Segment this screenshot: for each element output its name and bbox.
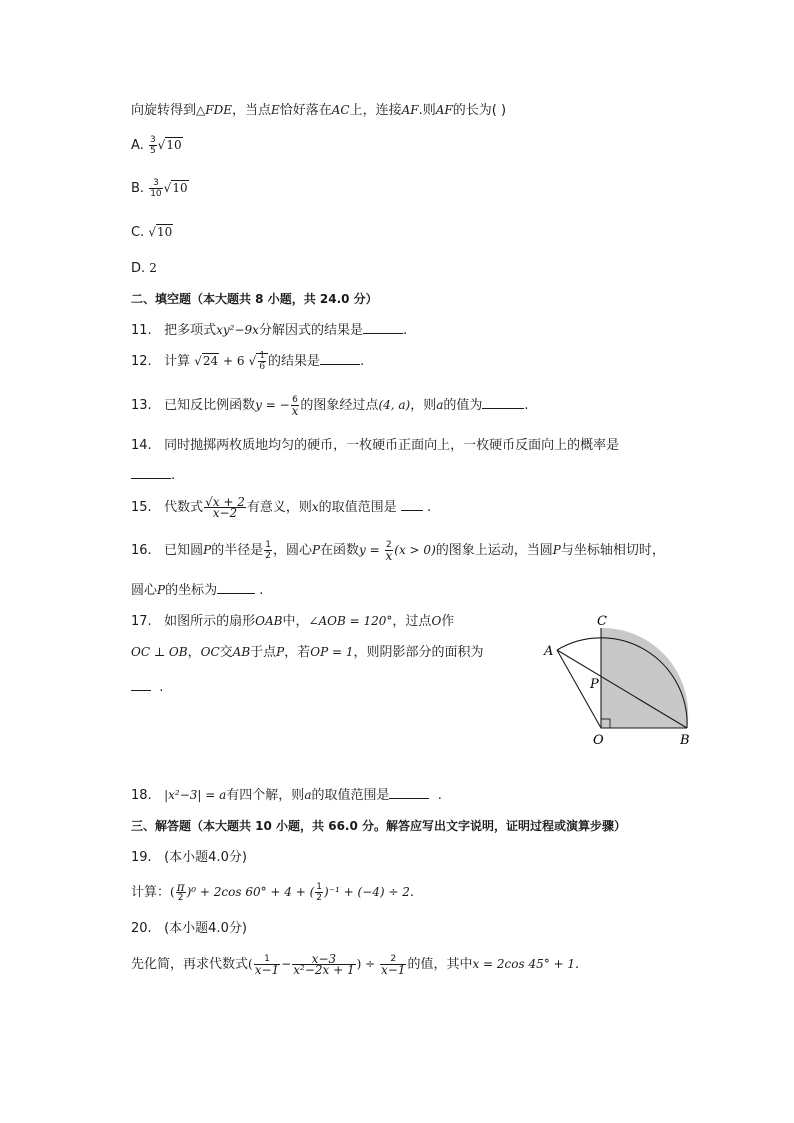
question-13: [131, 395, 529, 416]
math: a: [436, 398, 444, 412]
text: 的长为( ): [452, 103, 507, 118]
denominator: 2: [265, 551, 271, 561]
text: 的值为: [443, 398, 483, 413]
numerator: π: [176, 880, 185, 894]
text: 与坐标轴相切时，: [560, 543, 665, 558]
text: 的图象上运动，当圆: [435, 543, 553, 558]
numerator: x−3: [311, 952, 337, 966]
math: x: [311, 500, 319, 514]
math: |x²−3| =: [164, 788, 220, 802]
text: .: [437, 788, 442, 803]
math: OP = 1: [310, 645, 354, 659]
text: .: [426, 500, 432, 515]
math: P: [552, 543, 561, 557]
fraction: [264, 540, 272, 561]
question-20-body: [131, 954, 579, 975]
math: O: [431, 614, 442, 628]
label-a: A: [544, 644, 554, 659]
text: 于点: [250, 645, 277, 660]
question-18: [131, 786, 442, 805]
fraction: [292, 954, 355, 975]
option-label: D.: [131, 261, 146, 276]
numerator: 3: [153, 178, 159, 188]
text: 分解因式的结果是: [258, 323, 363, 338]
answer-blank[interactable]: [363, 321, 403, 334]
question-16: [131, 540, 665, 561]
math: AB: [232, 645, 251, 659]
section-heading-solutions: 三、解答题（本大题共 10 小题，共 66.0 分。解答应写出文字说明，证明过程或演算步骤）: [131, 819, 627, 833]
text: ，当点: [231, 103, 271, 118]
math: P: [203, 543, 212, 557]
radicand: 10: [157, 225, 173, 239]
math: ) ÷: [356, 957, 379, 971]
text: 计算：: [131, 885, 171, 900]
math: (: [170, 885, 175, 899]
question-19-body: [131, 882, 414, 903]
math: ∠AOB = 120°: [308, 614, 393, 628]
question-number: 12.: [131, 354, 152, 369]
math: E: [270, 103, 280, 117]
denominator: 6: [259, 362, 266, 372]
numerator: 6: [292, 395, 298, 405]
fraction: [380, 954, 406, 975]
answer-blank[interactable]: [131, 678, 151, 691]
text: 已知反比例函数: [164, 398, 256, 413]
math: a: [219, 788, 227, 802]
text: .: [402, 323, 408, 338]
answer-blank[interactable]: [131, 466, 171, 479]
numerator: 1: [259, 351, 266, 361]
section-heading-fill-in: 二、填空题（本大题共 8 小题，共 24.0 分）: [131, 292, 378, 306]
text: 有意义，则: [246, 500, 312, 515]
math: P: [276, 645, 285, 659]
fraction: [254, 954, 280, 975]
label-c: C: [597, 614, 607, 629]
question-number: 16.: [131, 543, 152, 558]
math: AC: [331, 103, 350, 117]
answer-blank[interactable]: [217, 581, 255, 594]
sector-figure: [540, 612, 700, 752]
text: 如图所示的扇形: [164, 614, 256, 629]
math: AF: [401, 103, 419, 117]
option-label: B.: [131, 181, 145, 196]
math: (: [248, 957, 253, 971]
text: .: [159, 680, 164, 695]
option-d: [131, 259, 157, 278]
denominator: x²−2x + 1: [293, 963, 355, 977]
fraction: [149, 135, 157, 156]
text: .: [259, 583, 264, 598]
text: 的结果是: [268, 354, 321, 369]
text: .: [524, 398, 529, 413]
q10-continuation: [131, 101, 506, 120]
math: )⁰ + 2cos 60° + 4 + (: [186, 885, 315, 899]
label-o: O: [593, 733, 604, 748]
text: ，: [187, 645, 201, 660]
text: 作: [441, 614, 455, 629]
option-c: [131, 223, 173, 242]
text: 恰好落在: [279, 103, 332, 118]
text: ，过点: [392, 614, 432, 629]
math: −: [281, 957, 292, 971]
math: OC: [200, 645, 220, 659]
question-number: 18.: [131, 788, 152, 803]
text: 先化简，再求代数式: [131, 957, 249, 972]
label-p: P: [590, 677, 599, 692]
text: ，则: [410, 398, 437, 413]
option-a: [131, 135, 183, 156]
radicand: 10: [166, 138, 182, 152]
denominator: 2: [176, 892, 186, 903]
denominator: x: [385, 549, 393, 563]
text: 已知圆: [164, 543, 204, 558]
math: + 6: [219, 354, 245, 368]
denominator: 2: [316, 893, 323, 903]
question-17-line-2: [131, 643, 484, 662]
text: 的取值范围是: [318, 500, 397, 515]
radicand: 10: [172, 181, 188, 195]
sqrt: √10: [163, 181, 188, 195]
text: 向旋转得到: [131, 103, 197, 118]
question-number: 17.: [131, 614, 152, 629]
question-19-header: [131, 849, 247, 867]
text: .: [171, 468, 176, 483]
math: a: [304, 788, 312, 802]
math: AF: [435, 103, 453, 117]
question-number: 20.: [131, 921, 152, 936]
text: .: [575, 957, 580, 972]
numerator: 1: [264, 954, 270, 964]
option-b: [131, 178, 189, 199]
math: P: [311, 543, 321, 557]
numerator: 1: [265, 540, 271, 550]
text: 计算: [164, 354, 191, 369]
sqrt: √24: [194, 354, 219, 368]
option-value: 2: [149, 261, 157, 275]
denominator: x: [291, 404, 299, 418]
text: 代数式: [164, 500, 204, 515]
question-number: 11.: [131, 323, 152, 338]
denominator: x−1: [380, 963, 406, 977]
text: 交: [219, 645, 233, 660]
question-16-line-2: [131, 581, 263, 600]
fraction: [204, 497, 246, 518]
fraction: [149, 178, 162, 199]
text: .: [409, 885, 415, 900]
question-number: 19.: [131, 850, 152, 865]
text: ，圆心: [272, 543, 312, 558]
math: OAB: [255, 614, 283, 628]
option-label: A.: [131, 138, 144, 153]
question-20-header: [131, 920, 247, 938]
option-label: C.: [131, 225, 145, 240]
math: OC ⊥ OB: [131, 645, 188, 659]
denominator: 10: [150, 189, 162, 199]
math: xy²−9x: [216, 323, 259, 337]
question-11: [131, 321, 407, 340]
math: )⁻¹ + (−4) ÷ 2: [324, 885, 410, 899]
math: (4, a): [378, 398, 411, 412]
question-number: 15.: [131, 500, 152, 515]
text: 的坐标为: [165, 583, 218, 598]
math: △FDE: [196, 103, 232, 117]
text: .则: [418, 103, 436, 118]
sqrt: √10: [157, 138, 182, 152]
question-12: [131, 351, 364, 372]
text: ，若: [284, 645, 311, 660]
text: ，则阴影部分的面积为: [353, 645, 484, 660]
fraction: [315, 882, 323, 903]
text: 在函数: [320, 543, 360, 558]
answer-blank[interactable]: [401, 498, 423, 511]
answer-blank[interactable]: [320, 352, 360, 365]
numerator: 2: [390, 954, 397, 964]
question-number: 13.: [131, 398, 152, 413]
question-number: 14.: [131, 438, 152, 453]
text: 的值，其中: [407, 957, 473, 972]
math: P: [157, 583, 166, 597]
text: 同时抛掷两枚质地均匀的硬币，一枚硬币正面向上，一枚硬币反面向上的概率是: [164, 438, 620, 453]
sqrt: √10: [148, 225, 173, 239]
text: 有四个解，则: [226, 788, 305, 803]
fraction: [258, 351, 266, 372]
question-14-answer-line: [131, 466, 175, 485]
numerator: 2: [386, 540, 392, 550]
question-score: (本小题4.0分): [164, 850, 247, 865]
numerator: 1: [316, 882, 323, 892]
question-14: [131, 437, 619, 455]
numerator: 3: [149, 135, 156, 145]
denominator: x−2: [204, 507, 246, 518]
sqrt: √ $\frac{1}{6}$: [249, 353, 268, 368]
fraction: [291, 395, 300, 416]
math: (x > 0): [394, 543, 436, 557]
text: 的取值范围是: [311, 788, 390, 803]
fraction: [385, 540, 394, 561]
text: .: [360, 354, 365, 369]
text: 的半径是: [211, 543, 264, 558]
text: 上，连接: [349, 103, 402, 118]
question-score: (本小题4.0分): [164, 921, 247, 936]
text: 中，: [282, 614, 309, 629]
text: 的图象经过点: [300, 398, 379, 413]
question-15: [131, 497, 431, 518]
fraction: [176, 882, 186, 903]
text: 圆心: [131, 583, 158, 598]
question-17: [131, 612, 454, 631]
shaded-region: [601, 628, 688, 728]
denominator: x−1: [254, 963, 280, 977]
answer-blank[interactable]: [482, 396, 524, 409]
math: x = 2cos 45° + 1: [472, 957, 576, 971]
numerator: √x + 2: [205, 495, 245, 509]
math: y =: [359, 543, 384, 557]
answer-blank[interactable]: [389, 786, 429, 799]
denominator: 5: [149, 146, 156, 156]
label-b: B: [680, 733, 690, 748]
math: y = −: [255, 398, 290, 412]
radicand: 24: [202, 354, 219, 368]
text: 把多项式: [164, 323, 217, 338]
question-17-line-3: [131, 678, 163, 697]
